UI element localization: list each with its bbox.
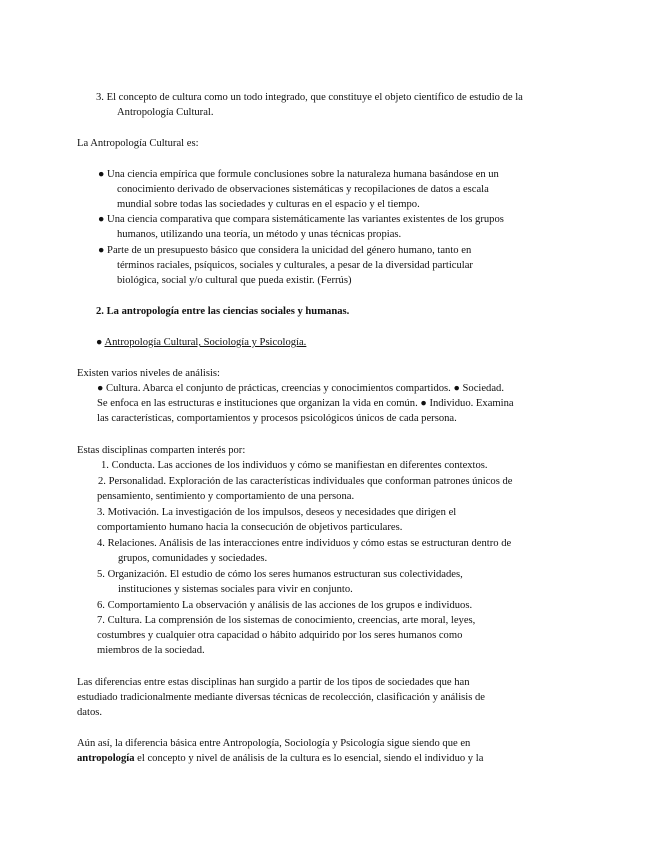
list-number: 3. (96, 92, 104, 103)
section-heading: 2. La antropología entre las ciencias sociales y humanas. (96, 306, 350, 317)
numbered-item: 3. Motivación. La investigación de los impulsos, deseos y necesidades que dirigen el (97, 507, 457, 518)
paragraph-niveles-intro: Existen varios niveles de análisis: (77, 368, 220, 379)
subheading-text: Antropología Cultural, Sociología y Psicología. (104, 337, 307, 348)
bullet-item: ● Parte de un presupuesto básico que considera la unicidad del género humano, tanto en (98, 245, 472, 256)
numbered-item-cont: grupos, comunidades y sociedades. (118, 553, 268, 564)
numbered-item: 7. Cultura. La comprensión de los sistemas de conocimiento, creencias, arte moral, leyes, (97, 615, 476, 626)
paragraph-comparten-intro: Estas disciplinas comparten interés por: (77, 445, 246, 456)
paragraph-line: ● Cultura. Abarca el conjunto de prácticas, creencias y conocimientos compartidos. ● Sociedad. (97, 383, 504, 394)
list-item-3-cont: Antropología Cultural. (117, 107, 214, 118)
bullet-item: ● Una ciencia comparativa que compara sistemáticamente las variantes existentes de los grupos (98, 214, 504, 225)
paragraph-line: Las diferencias entre estas disciplinas han surgido a partir de los tipos de sociedades que han (77, 677, 470, 688)
numbered-item-cont: costumbres y cualquier otra capacidad o hábito adquirido por los seres humanos como (97, 630, 463, 641)
numbered-item-cont: comportamiento humano hacia la consecución de objetivos particulares. (97, 522, 403, 533)
paragraph-text: el concepto y nivel de análisis de la cultura es lo esencial, siendo el individuo y la (134, 753, 484, 764)
paragraph-line: datos. (77, 707, 103, 718)
numbered-item: 4. Relaciones. Análisis de las interacciones entre individuos y cómo estas se estructuran dentro de (97, 538, 512, 549)
bullet-glyph: ● (96, 337, 103, 348)
paragraph-line: estudiado tradicionalmente mediante diversas técnicas de recolección, clasificación y análisis de (77, 692, 485, 703)
paragraph-line: las características, comportamientos y procesos psicológicos únicos de cada persona. (97, 413, 457, 424)
numbered-item: 5. Organización. El estudio de cómo los seres humanos estructuran sus colectividades, (97, 569, 463, 580)
paragraph-intro: La Antropología Cultural es: (77, 138, 199, 149)
bullet-item-cont: conocimiento derivado de observaciones sistemáticas y recopilaciones de datos a escala (117, 184, 489, 195)
paragraph-line: Aún así, la diferencia básica entre Antropología, Sociología y Psicología sigue siendo que en (77, 738, 471, 749)
numbered-item-cont: pensamiento, sentimiento y comportamiento de una persona. (97, 491, 355, 502)
paragraph-line: Se enfoca en las estructuras e instituciones que organizan la vida en común. ● Individuo. Examina (97, 398, 514, 409)
bullet-item-cont: humanos, utilizando una teoría, un método y unas técnicas propias. (117, 229, 402, 240)
list-text: El concepto de cultura como un todo integrado, que constituye el objeto científico de estudio de la (106, 92, 523, 103)
numbered-item: 2. Personalidad. Exploración de las características individuales que conforman patrones únicos de (98, 476, 513, 487)
numbered-item: 1. Conducta. Las acciones de los individuos y cómo se manifiestan en diferentes contextos. (101, 460, 488, 471)
bold-term: antropología (77, 753, 135, 764)
bullet-item: ● Una ciencia empírica que formule conclusiones sobre la naturaleza humana basándose en un (98, 169, 499, 180)
numbered-item: 6. Comportamiento La observación y análisis de las acciones de los grupos e individuos. (97, 600, 473, 611)
paragraph-line (77, 751, 483, 766)
bullet-item-cont: términos raciales, psíquicos, sociales y culturales, a pesar de la diversidad particular (117, 260, 473, 271)
numbered-item-cont: miembros de la sociedad. (97, 645, 205, 656)
numbered-item-cont: instituciones y sistemas sociales para vivir en conjunto. (118, 584, 353, 595)
list-item-3 (96, 90, 523, 105)
bullet-item-cont: biológica, social y/o cultural que pueda existir. (Ferrús) (117, 275, 352, 286)
subheading (96, 335, 306, 350)
bullet-item-cont: mundial sobre todas las sociedades y culturas en el espacio y el tiempo. (117, 199, 420, 210)
